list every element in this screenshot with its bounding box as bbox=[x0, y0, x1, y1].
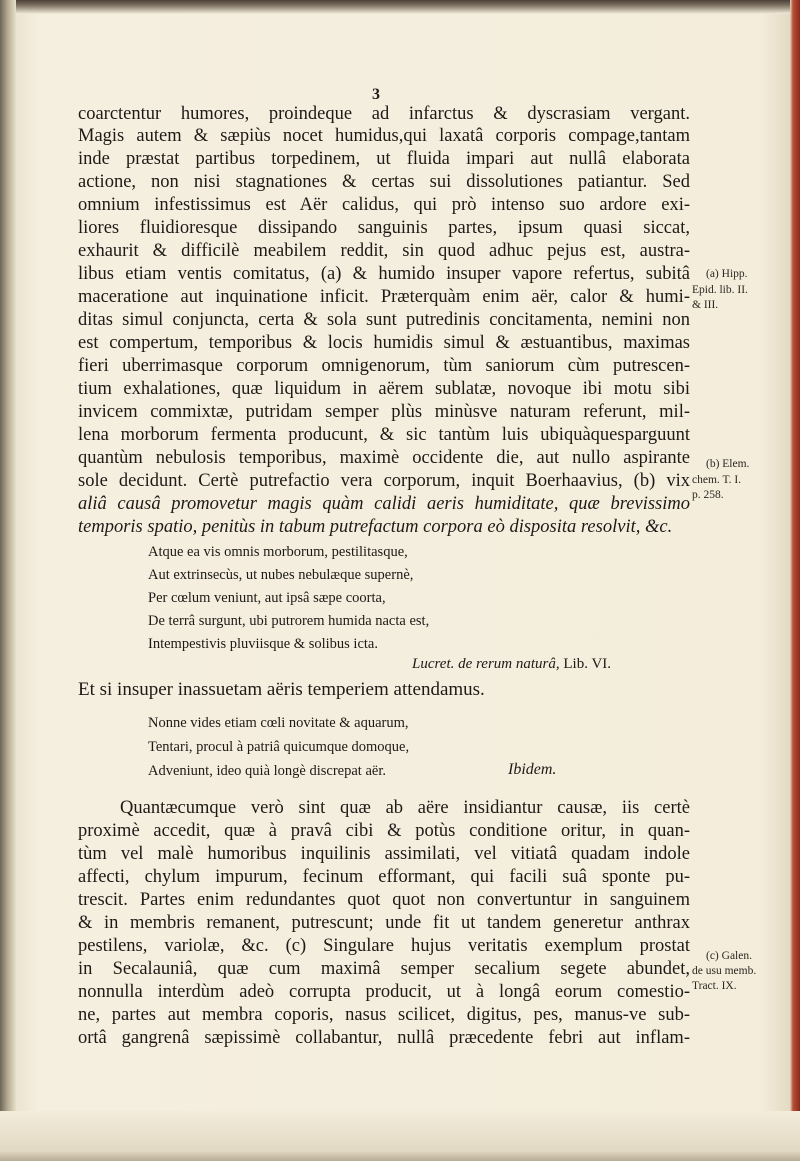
text-line: temporis spatio, penitùs in tabum putrefactum corpora eò disposita resolvit, &c. bbox=[78, 517, 673, 537]
verse-line: De terrâ surgunt, ubi putrorem humida nacta est, bbox=[148, 613, 430, 629]
page-bottom-edge bbox=[0, 1111, 800, 1161]
binding-edge bbox=[0, 0, 16, 1161]
text-line: aliâ causâ promovetur magis quàm calidi aeris humiditate, quæ brevissimo bbox=[78, 494, 690, 514]
text-line: & in membris remanent, putrescunt; unde fit ut tandem generetur anthrax bbox=[78, 913, 690, 933]
margin-note-line: Tract. IX. bbox=[692, 980, 737, 992]
text-line: omnium infestissimus est Aër calidus, qui prò intenso suo ardore exi- bbox=[78, 195, 690, 215]
text-line: Quantæcumque verò sint quæ ab aëre insidiantur causæ, iis certè bbox=[120, 798, 690, 818]
verse-line: Intempestivis pluviisque & solibus icta. bbox=[148, 636, 378, 652]
attribution-ibidem: Ibidem. bbox=[508, 761, 557, 778]
verse-line: Per cœlum veniunt, aut ipsâ sæpe coorta, bbox=[148, 590, 386, 606]
margin-note-line: de usu memb. bbox=[692, 965, 757, 977]
text-line-between: Et si insuper inassuetam aëris temperiem attendamus. bbox=[78, 679, 485, 700]
text-line: proximè accedit, quæ à pravâ cibi & potùs conditione oritur, in quan- bbox=[78, 821, 690, 841]
margin-note-line: & III. bbox=[692, 299, 719, 311]
text-line: nonnulla interdùm adeò corrupta producit, ut à longâ eorum comestio- bbox=[78, 982, 690, 1002]
text-line: sole decidunt. Certè putrefactio vera corporum, inquit Boerhaavius, (b) vix bbox=[78, 471, 690, 491]
text-line: maceratione aut inquinatione inficit. Præterquàm enim aër, calor & humi- bbox=[78, 287, 690, 307]
text-line: fieri uberrimasque corporum omnigenorum, tùm saniorum cùm putrescen- bbox=[78, 356, 690, 376]
verse-line: Atque ea vis omnis morborum, pestilitasque, bbox=[148, 544, 408, 560]
attribution-lucretius bbox=[412, 656, 611, 673]
text-line: quantùm nebulosis temporibus, maximè occidente die, aut nullo aspirante bbox=[78, 448, 690, 468]
text-line: exhaurit & difficilè meabilem reddit, sin quod adhuc pejus est, austra- bbox=[78, 241, 690, 261]
verse-line: Nonne vides etiam cœli novitate & aquarum, bbox=[148, 715, 409, 731]
margin-note-line: (c) Galen. bbox=[706, 950, 752, 962]
text-line: lena morborum fermenta producunt, & sic tantùm luis ubiquàquesparguunt bbox=[78, 425, 690, 445]
verse-line: Adveniunt, ideo quià longè discrepat aër. bbox=[148, 763, 386, 779]
margin-note-line: (a) Hipp. bbox=[706, 268, 748, 280]
text-line: ditas simul conjuncta, certa & sola sunt putredinis concitamenta, nemini non bbox=[78, 310, 690, 330]
margin-note-line: (b) Elem. bbox=[706, 458, 750, 470]
text-line: Magis autem & sæpiùs nocet humidus,qui laxatâ corporis compage,tantam bbox=[78, 126, 690, 146]
text-line: in Secalauniâ, quæ cum maximâ semper secalium segete abundet, bbox=[78, 959, 690, 979]
text-line: ortâ gangrenâ sæpissimè collabantur, nullâ præcedente febri aut inflam- bbox=[78, 1028, 690, 1048]
text-line: trescit. Partes enim redundantes quot quot non convertuntur in sanguinem bbox=[78, 890, 690, 910]
text-line: liores fluidioresque dissipando sanguinis partes, ipsum quasi siccat, bbox=[78, 218, 690, 238]
verse-line: Aut extrinsecùs, ut nubes nebulæque supernè, bbox=[148, 567, 414, 583]
page-number: 3 bbox=[372, 86, 380, 103]
text-line: affecti, chylum impurum, fecinum efformant, qui facili suâ sponte pu- bbox=[78, 867, 690, 887]
text-line: tium exhalationes, quæ liquidum in aërem sublatæ, novoque ibi motu sibi bbox=[78, 379, 690, 399]
attribution-book: Lib. VI. bbox=[563, 656, 612, 672]
text-line: est compertum, temporibus & locis humidis simul & æstuantibus, maximas bbox=[78, 333, 690, 353]
margin-note-line: p. 258. bbox=[692, 489, 724, 501]
text-line: pestilens, variolæ, &c. (c) Singulare hujus veritatis exemplum prostat bbox=[78, 936, 690, 956]
page-top-edge bbox=[16, 0, 790, 14]
verse-line: Tentari, procul à patriâ quicumque domoque, bbox=[148, 739, 410, 755]
margin-note-line: Epid. lib. II. bbox=[692, 284, 748, 296]
text-line: actione, non nisi stagnationes & certas sui dissolutiones patiantur. Sed bbox=[78, 172, 690, 192]
text-line: invicem commixtæ, putridam semper plùs minùsve naturam referunt, mil- bbox=[78, 402, 690, 422]
margin-note-line: chem. T. I. bbox=[692, 474, 742, 486]
text-line: inde præstat partibus torpedinem, ut fluida impari aut nullâ elaborata bbox=[78, 149, 690, 169]
attribution-source: Lucret. de rerum naturâ, bbox=[412, 656, 560, 672]
text-line: tùm vel malè humoribus inquilinis assimilati, vel vitiatâ quadam indole bbox=[78, 844, 690, 864]
text-line: libus etiam ventis comitatus, (a) & humido insuper vapore refertus, subitâ bbox=[78, 264, 690, 284]
text-line: coarctentur humores, proindeque ad infarctus & dyscrasiam vergant. bbox=[78, 104, 690, 124]
text-line: ne, partes aut membra coporis, nasus scilicet, digitus, pes, manus-ve sub- bbox=[78, 1005, 690, 1025]
